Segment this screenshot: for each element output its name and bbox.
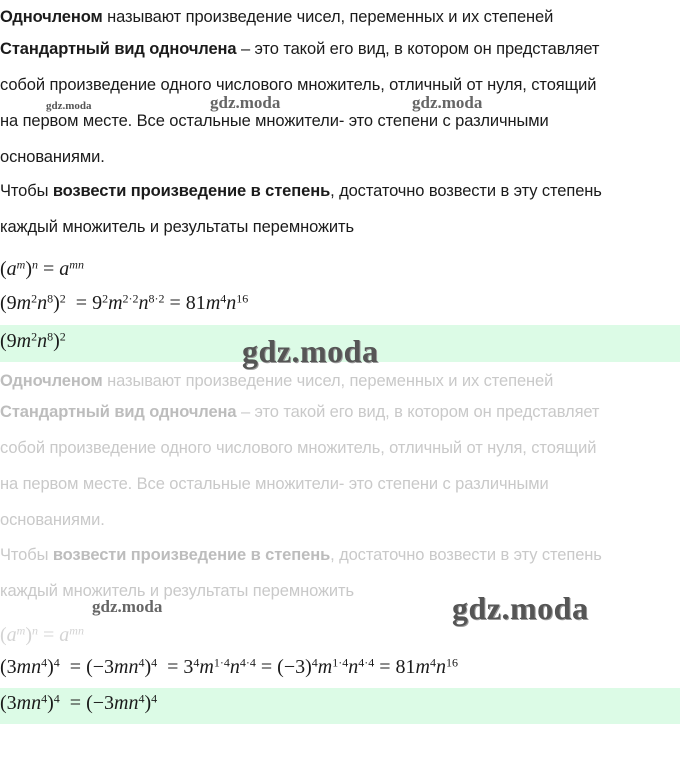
formula-power-rule: $(a^m)^n = a^{mn}$ (0, 623, 84, 646)
text-line: собой произведение одного числового множитель, отличный от нуля, стоящий (0, 439, 597, 457)
text-line: на первом месте. Все остальные множители- это степени с различными (0, 112, 549, 130)
formula-answer: $(9m^2n^8)^2$ (0, 329, 66, 352)
text-line: на первом месте. Все остальные множители- это степени с различными (0, 475, 549, 493)
power-rule-text: Чтобы возвести произведение в степень, достаточно возвести в эту степень (0, 182, 602, 200)
definition-standard-form: Стандартный вид одночлена – это такой его вид, в котором он представляет (0, 403, 600, 421)
definition-monomial: Одночленом называют произведение чисел, переменных и их степеней (0, 8, 554, 26)
text-line: каждый множитель и результаты перемножить (0, 218, 354, 236)
text-line: основаниями. (0, 148, 105, 166)
watermark: gdz.moda (210, 93, 281, 112)
power-rule-text: Чтобы возвести произведение в степень, достаточно возвести в эту степень (0, 546, 602, 564)
text-line: каждый множитель и результаты перемножить (0, 582, 354, 600)
definition-standard-form: Стандартный вид одночлена – это такой его вид, в котором он представляет (0, 40, 600, 58)
watermark: gdz.moda (412, 93, 483, 112)
text-line: собой произведение одного числового множитель, отличный от нуля, стоящий (0, 76, 597, 94)
watermark: gdz.moda (242, 333, 379, 369)
formula-answer: $(3mn^4)^4 = (-3mn^4)^4$ (0, 691, 158, 714)
formula-calculation: $(9m^2n^8)^2 = 9^2m^{2\cdot 2}n^{8\cdot 2} = 81m^4n^{16}$ (0, 291, 249, 314)
text-line: основаниями. (0, 511, 105, 529)
watermark: gdz.moda (46, 100, 92, 112)
formula-power-rule: $(a^m)^n = a^{mn}$ (0, 257, 84, 280)
formula-calculation: $(3mn^4)^4 = (-3mn^4)^4 = 3^4m^{1\cdot 4}n^{4\cdot 4} = (-3)^4m^{1\cdot 4}n^{4\cdot 4} = 81m^4n^{16}$ (0, 655, 458, 678)
definition-monomial: Одночленом называют произведение чисел, переменных и их степеней (0, 372, 554, 390)
watermark: gdz.moda (92, 597, 163, 616)
watermark: gdz.moda (452, 590, 589, 626)
